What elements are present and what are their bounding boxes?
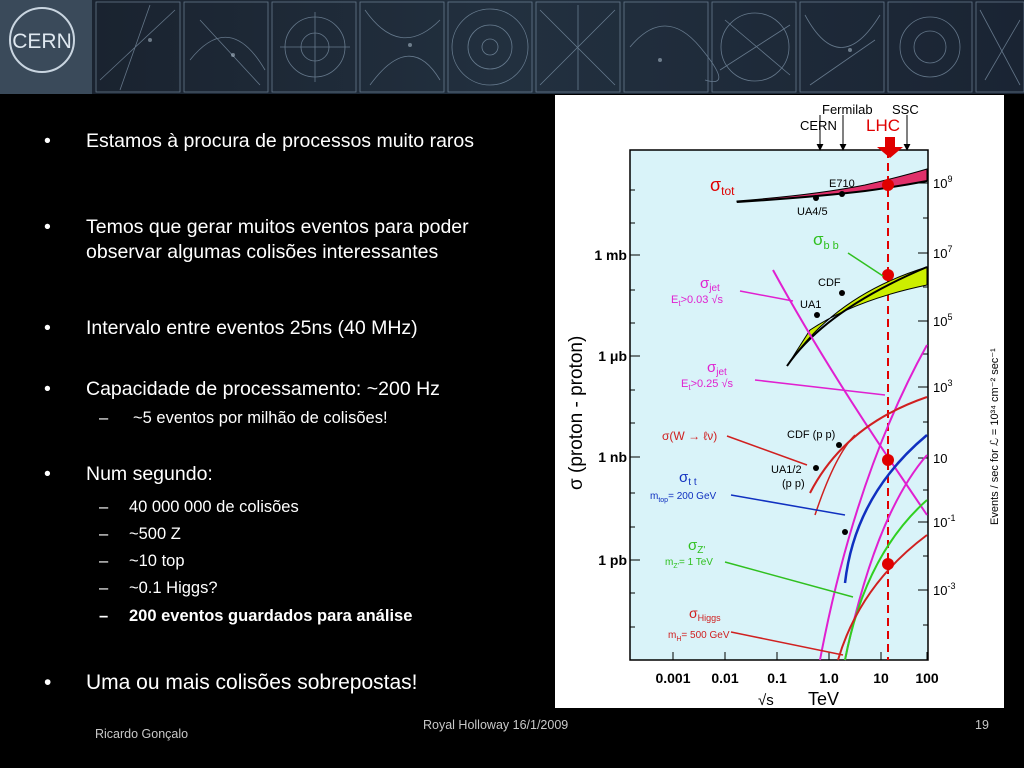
tick-label-x: 0.01 [711, 670, 739, 686]
sigma-z-label: $\sigma_{Z'}$ [688, 537, 706, 556]
cross-section-plot [555, 95, 1004, 708]
lhc-point [882, 269, 894, 281]
lhc-point [882, 454, 894, 466]
plot-area [630, 150, 928, 660]
tick-label-right: $10^3$ [933, 378, 953, 395]
tick-label-left: 1 nb [598, 449, 627, 465]
y-axis-label-right: Events / sec for ℒ = 10³⁴ cm⁻² sec⁻¹ [989, 348, 1001, 525]
ssc-label: SSC [892, 102, 919, 117]
footer-page-number: 19 [975, 718, 989, 732]
dash-icon: – [99, 409, 109, 427]
x-axis-label [758, 689, 839, 708]
dash-icon: – [99, 498, 109, 516]
data-point [842, 529, 848, 535]
sigma-jet2-label: $\sigma_{jet}$ [707, 359, 727, 378]
tick-label-right: 10 [933, 451, 948, 466]
mtop-label: $m_{top}= 200$ GeV [650, 491, 717, 504]
sigma-bb-label: $\sigma_{b b}$ [813, 230, 839, 252]
point-label: CDF [818, 277, 841, 289]
bullet-icon: • [44, 216, 51, 238]
tick-label-x: 1.0 [819, 670, 839, 686]
bullet-icon: • [44, 671, 52, 694]
point-label: (p p) [782, 478, 805, 490]
bullet-icon: • [44, 378, 51, 400]
tick-label-right: $10^{-3}$ [933, 581, 956, 598]
lhc-label: LHC [866, 116, 901, 135]
data-point [813, 465, 819, 471]
tick-label-left: 1 mb [594, 247, 627, 263]
point-label: E710 [829, 178, 855, 190]
tick-label-right: $10^{-1}$ [933, 513, 956, 530]
jet2-cut-label: $E_t>0.25$ √s [681, 378, 734, 392]
svg-text:CERN: CERN [12, 30, 72, 53]
svg-text:TeV: TeV [808, 689, 840, 708]
sigma-higgs-label: $\sigma_{Higgs}$ [689, 605, 721, 623]
jet1-cut-label: $E_t>0.03$ √s [671, 294, 724, 308]
bullet-icon: • [44, 130, 51, 152]
data-point [839, 290, 845, 296]
sigma-w-label: σ(W → ℓν) [662, 429, 718, 443]
point-label: UA1/2 [771, 464, 802, 476]
tick-label-x: 10 [873, 670, 889, 686]
bullet-list: • Estamos à procura de processos muito raros • Temos que gerar muitos eventos para poder observar algumas colisões interessantes • Intervalo entre eventos 25ns (40 MHz) • Capacidade de processamento: ~200 Hz – ~5 eventos por milhão de colisões! • Num segundo: – 40 000 000 de colisões – ~500 Z – ~10 top – ~0.1 Higgs? – 200 eventos guardados para análise • Uma ou mais colisões sobrepostas! [44, 130, 475, 694]
tick-label-right: $10^5$ [933, 312, 953, 329]
data-point [836, 442, 842, 448]
mh-label: $m_H= 500$ GeV [668, 630, 730, 643]
tick-label-x: 100 [915, 670, 939, 686]
y-axis-label-left: σ (proton - proton) [566, 335, 587, 490]
data-point [813, 195, 819, 201]
lhc-point [882, 179, 894, 191]
sigma-tot-label: $\sigma_{tot}$ [710, 175, 735, 198]
tick-label-right: $10^9$ [933, 174, 953, 191]
sigma-tt-label: $\sigma_{t t}$ [679, 469, 697, 488]
sqrt-s-icon: √s [758, 692, 774, 708]
tick-label-x: 0.1 [767, 670, 787, 686]
tick-label-left: 1 pb [598, 552, 627, 568]
footer-venue: Royal Holloway 16/1/2009 [423, 718, 569, 732]
dash-icon: – [99, 579, 109, 597]
dash-icon: – [99, 552, 109, 570]
tick-label-right: $10^7$ [933, 244, 953, 261]
bullet-icon: • [44, 463, 51, 485]
tick-label-left: 1 μb [598, 348, 627, 364]
dash-icon: – [99, 525, 109, 543]
mz-label: $m_{Z'}= 1$ TeV [665, 557, 713, 570]
data-point [814, 312, 820, 318]
point-label: UA4/5 [797, 206, 828, 218]
sigma-jet1-label: $\sigma_{jet}$ [700, 275, 720, 294]
lhc-point [882, 558, 894, 570]
point-label: UA1 [800, 299, 822, 311]
fermilab-label: Fermilab [822, 102, 873, 117]
dash-icon: – [99, 607, 109, 625]
footer-author: Ricardo Gonçalo [95, 727, 189, 741]
bullet-icon: • [44, 317, 51, 339]
data-point [839, 191, 845, 197]
point-label: CDF (p p) [787, 429, 836, 441]
tick-label-x: 0.001 [655, 670, 691, 686]
plot-svg [555, 95, 1004, 708]
cern-label: CERN [800, 118, 837, 133]
